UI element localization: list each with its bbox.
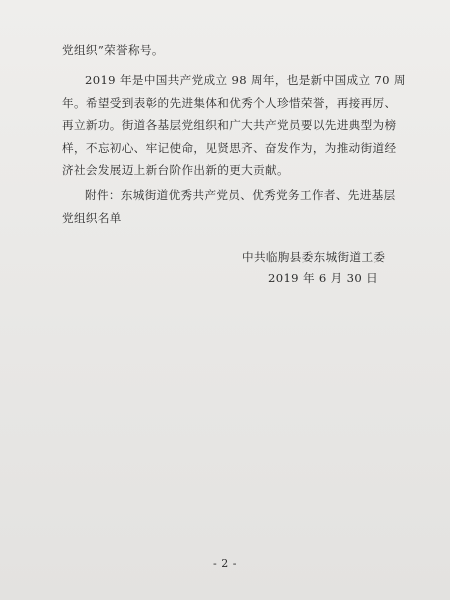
body-line-5: 样，不忘初心、牢记使命，见贤思齐、奋发作为，为推动街道经 (62, 141, 397, 155)
body-line-3: 年。希望受到表彰的先进集体和优秀个人珍惜荣誉，再接再厉、 (62, 96, 397, 110)
body-line-6: 济社会发展迈上新台阶作出新的更大贡献。 (62, 163, 289, 177)
page-number: - 2 - (213, 557, 237, 570)
attachment-line: 附件：东城街道优秀共产党员、优秀党务工作者、先进基层 (85, 188, 396, 202)
body-line-2: 2019 年是中国共产党成立 98 周年，也是新中国成立 70 周 (85, 73, 406, 87)
signature-date: 2019 年 6 月 30 日 (268, 271, 379, 285)
body-line-4: 再立新功。街道各基层党组织和广大共产党员要以先进典型为榜 (62, 118, 397, 132)
body-line-1: 党组织”荣誉称号。 (62, 43, 164, 57)
attachment-continuation: 党组织名单 (62, 211, 122, 225)
signature-organization: 中共临朐县委东城街道工委 (242, 250, 386, 264)
